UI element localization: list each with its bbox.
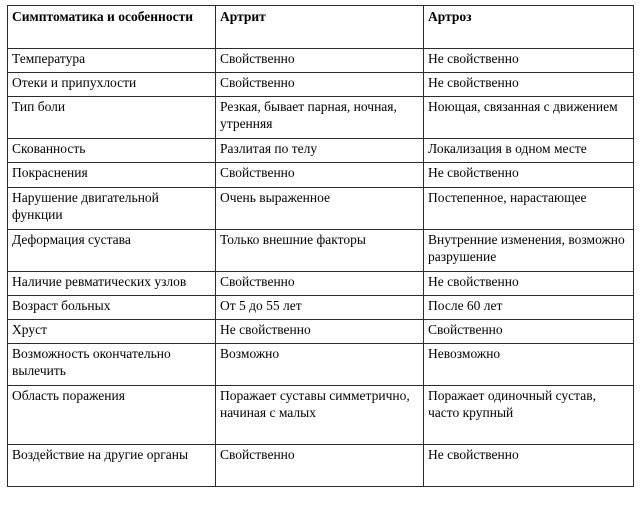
arthrosis-cell: Не свойственно — [424, 272, 634, 296]
arthrosis-cell: Не свойственно — [424, 445, 634, 487]
arthrosis-cell: Ноющая, связанная с движением — [424, 97, 634, 139]
arthrosis-cell: Не свойственно — [424, 73, 634, 97]
symptom-cell: Область поражения — [8, 386, 216, 445]
symptom-cell: Возраст больных — [8, 296, 216, 320]
symptom-cell: Хруст — [8, 320, 216, 344]
table-row — [8, 97, 634, 139]
table-row — [8, 344, 634, 386]
arthrosis-cell: Не свойственно — [424, 49, 634, 73]
column-header-arthrosis: Артроз — [424, 6, 634, 49]
arthritis-cell: Разлитая по телу — [216, 139, 424, 163]
arthritis-cell: Резкая, бывает парная, ночная, утренняя — [216, 97, 424, 139]
arthritis-cell: Возможно — [216, 344, 424, 386]
table-row — [8, 73, 634, 97]
symptom-cell: Покраснения — [8, 163, 216, 188]
table-row — [8, 445, 634, 487]
arthritis-cell: Свойственно — [216, 49, 424, 73]
arthritis-cell: Свойственно — [216, 73, 424, 97]
table-row — [8, 272, 634, 296]
table-row — [8, 296, 634, 320]
table-row — [8, 139, 634, 163]
arthrosis-cell: Свойственно — [424, 320, 634, 344]
table-row — [8, 49, 634, 73]
symptom-cell: Возможность окончательно вылечить — [8, 344, 216, 386]
arthritis-cell: Не свойственно — [216, 320, 424, 344]
arthrosis-cell: Не свойственно — [424, 163, 634, 188]
arthritis-cell: Свойственно — [216, 163, 424, 188]
arthritis-cell: Очень выраженное — [216, 188, 424, 230]
arthritis-cell: Поражает суставы симметрично, начиная с малых — [216, 386, 424, 445]
arthritis-cell: Свойственно — [216, 272, 424, 296]
column-header-arthritis: Артрит — [216, 6, 424, 49]
column-header-symptoms: Симптоматика и особенности — [8, 6, 216, 49]
table-row — [8, 230, 634, 272]
arthrosis-cell: После 60 лет — [424, 296, 634, 320]
table-row — [8, 163, 634, 188]
symptom-cell: Тип боли — [8, 97, 216, 139]
symptom-cell: Деформация сустава — [8, 230, 216, 272]
table-header-row — [8, 6, 634, 49]
arthrosis-cell: Поражает одиночный сустав, часто крупный — [424, 386, 634, 445]
arthrosis-cell: Локализация в одном месте — [424, 139, 634, 163]
symptom-cell: Скованность — [8, 139, 216, 163]
comparison-table — [7, 5, 634, 487]
table-row — [8, 320, 634, 344]
arthrosis-cell: Внутренние изменения, возможно разрушение — [424, 230, 634, 272]
arthrosis-cell: Невозможно — [424, 344, 634, 386]
arthrosis-cell: Постепенное, нарастающее — [424, 188, 634, 230]
arthritis-cell: От 5 до 55 лет — [216, 296, 424, 320]
symptom-cell: Нарушение двигательной функции — [8, 188, 216, 230]
table-row — [8, 386, 634, 445]
symptom-cell: Воздействие на другие органы — [8, 445, 216, 487]
arthritis-cell: Только внешние факторы — [216, 230, 424, 272]
symptom-cell: Наличие ревматических узлов — [8, 272, 216, 296]
symptom-cell: Температура — [8, 49, 216, 73]
symptom-cell: Отеки и припухлости — [8, 73, 216, 97]
arthritis-cell: Свойственно — [216, 445, 424, 487]
table-row — [8, 188, 634, 230]
